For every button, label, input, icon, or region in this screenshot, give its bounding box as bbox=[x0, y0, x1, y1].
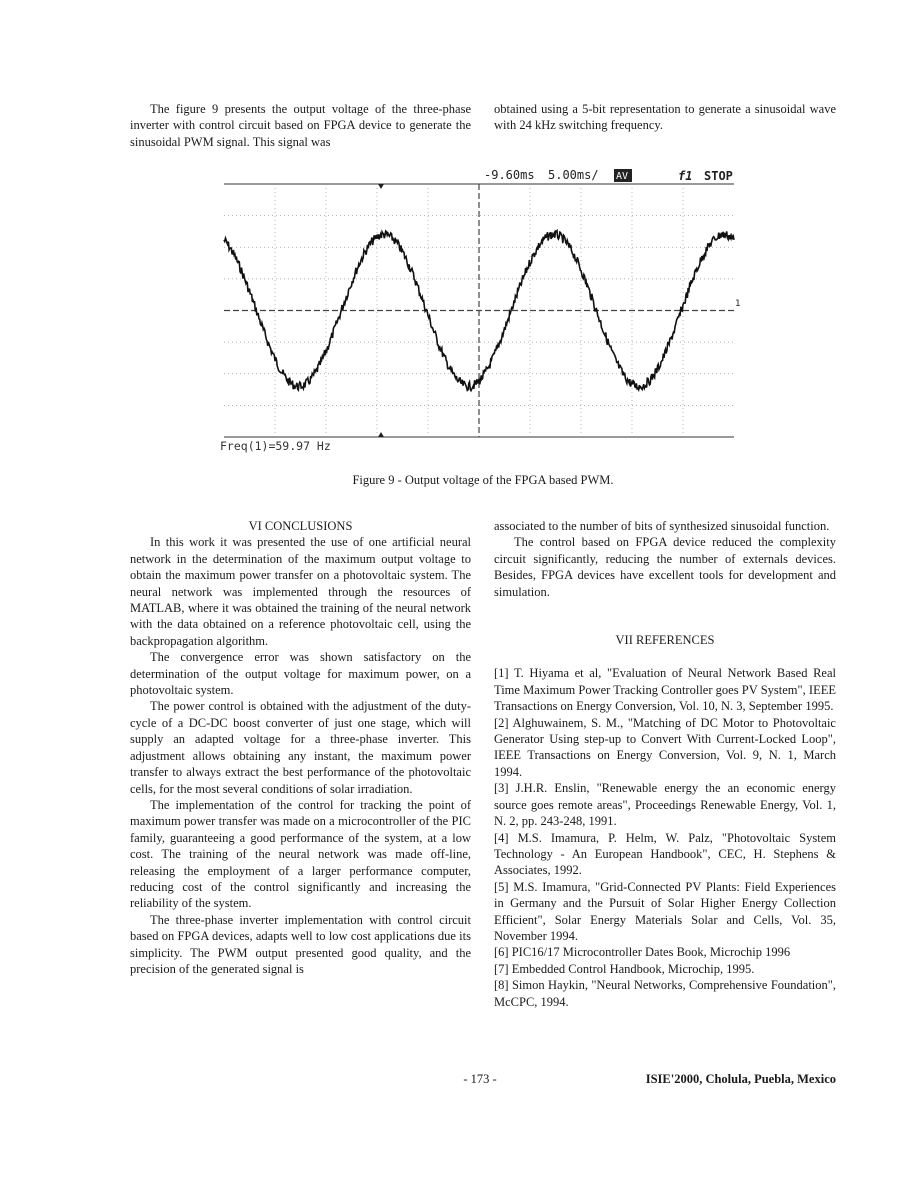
reference-item: [3] J.H.R. Enslin, "Renewable energy the an economic energy source goes remote areas", Proceedings Renewable Energy, Vol. 1, N. 2, pp. 243-248, 1991. bbox=[494, 781, 836, 829]
oscilloscope-screen bbox=[218, 166, 742, 456]
reference-item: [7] Embedded Control Handbook, Microchip, 1995. bbox=[494, 961, 755, 976]
figure-caption: Figure 9 - Output voltage of the FPGA based PWM. bbox=[352, 473, 614, 487]
right-column bbox=[494, 518, 836, 1010]
conclusions-paragraph: The convergence error was shown satisfactory on the determination of the output voltage for maximum power, on a photovoltaic system. bbox=[130, 650, 471, 698]
reference-item: [4] M.S. Imamura, P. Helm, W. Palz, "Photovoltaic System Technology - An European Handbook", CEC, H. Stephens & Associates, 1992. bbox=[494, 830, 836, 878]
conference-footer: ISIE'2000, Cholula, Puebla, Mexico bbox=[645, 1072, 836, 1086]
intro-text-right bbox=[494, 101, 836, 134]
trigger-label: f1 bbox=[678, 169, 693, 183]
trigger-position-marker bbox=[378, 184, 384, 189]
intro-paragraph-continued: obtained using a 5-bit representation to generate a sinusoidal wave with 24 kHz switching frequency. bbox=[494, 102, 836, 133]
conclusions-column bbox=[130, 518, 471, 977]
intro-paragraph: The figure 9 presents the output voltage of the three-phase inverter with control circuit based on FPGA device to generate the sinusoidal PWM signal. This signal was bbox=[130, 102, 471, 149]
channel-marker: 1 bbox=[735, 299, 741, 309]
reference-item: [2] Alghuwainem, S. M., "Matching of DC Motor to Photovoltaic Generator Using step-up to Convert With Current-Locked Loop", IEEE Transactions on Energy Conversion, Vol. 9, N. 1, March 1994. bbox=[494, 715, 836, 779]
conclusions-paragraph: The implementation of the control for tracking the point of maximum power transfer was made on a microcontroller of the PIC family, guaranteeing a good performance of the system, at a low cost. The training of the neural network was made off-line, releasing the employment of a larger performance computer, reducing cost of the control significantly and increasing the reliability of the system. bbox=[130, 797, 471, 911]
conclusions-paragraph: The power control is obtained with the adjustment of the duty-cycle of a DC-DC boost converter of just one stage, which will supply an adapted voltage for a three-phase inverter. This adjustment allows obtaining any instant, the maximum power transfer to always extract the best performance of the photovoltaic cells, for the most several conditions of solar irradiation. bbox=[130, 699, 471, 796]
time-reference-marker bbox=[378, 432, 384, 437]
conclusions-heading: VI CONCLUSIONS bbox=[248, 519, 353, 533]
time-readout: -9.60ms bbox=[484, 168, 535, 182]
oscilloscope-figure bbox=[218, 166, 742, 456]
references-heading: VII REFERENCES bbox=[615, 633, 715, 648]
intro-text-left bbox=[130, 101, 471, 150]
reference-item: [8] Simon Haykin, "Neural Networks, Comprehensive Foundation", McCPC, 1994. bbox=[494, 978, 836, 1009]
reference-item: [1] T. Hiyama et al, "Evaluation of Neural Network Based Real Time Maximum Power Tracking Controller goes PV System", IEEE Transactions on Energy Conversion, Vol. 10, N. 3, September 1995. bbox=[494, 666, 836, 714]
mode-badge: AV bbox=[616, 171, 629, 182]
conclusions-continued: associated to the number of bits of synthesized sinusoidal function. bbox=[494, 519, 830, 533]
scope-grid bbox=[224, 184, 734, 437]
frequency-readout: Freq(1)=59.97 Hz bbox=[220, 439, 331, 453]
conclusions-paragraph: In this work it was presented the use of one artificial neural network in the determination of the maximum output voltage to obtain the maximum power transfer on a photovoltaic system. The neural network was implemented through the resources of MATLAB, where it was obtained the training of the neural network with the data obtained on a reference photovoltaic cell, using the backpropagation algorithm. bbox=[130, 535, 471, 648]
conclusions-continued: The control based on FPGA device reduced the complexity circuit significantly, reducing the number of externals devices. Besides, FPGA devices have excellent tools for development and simulation. bbox=[494, 535, 836, 599]
page-number: - 173 - bbox=[463, 1072, 497, 1086]
scale-readout: 5.00ms/ bbox=[548, 168, 599, 182]
reference-item: [6] PIC16/17 Microcontroller Dates Book, Microchip 1996 bbox=[494, 945, 791, 960]
conclusions-paragraph: The three-phase inverter implementation with control circuit based on FPGA devices, adapts well to low cost applications due its simplicity. The PWM output presented good quality, and the precision of the generated signal is bbox=[130, 912, 471, 976]
reference-item: [5] M.S. Imamura, "Grid-Connected PV Plants: Field Experiences in Germany and the Pursuit of Solar Higher Energy Collection Efficient", Solar Energy Materials Solar and Cells, Vol. 35, November 1994. bbox=[494, 879, 836, 943]
status-label: STOP bbox=[704, 169, 733, 183]
